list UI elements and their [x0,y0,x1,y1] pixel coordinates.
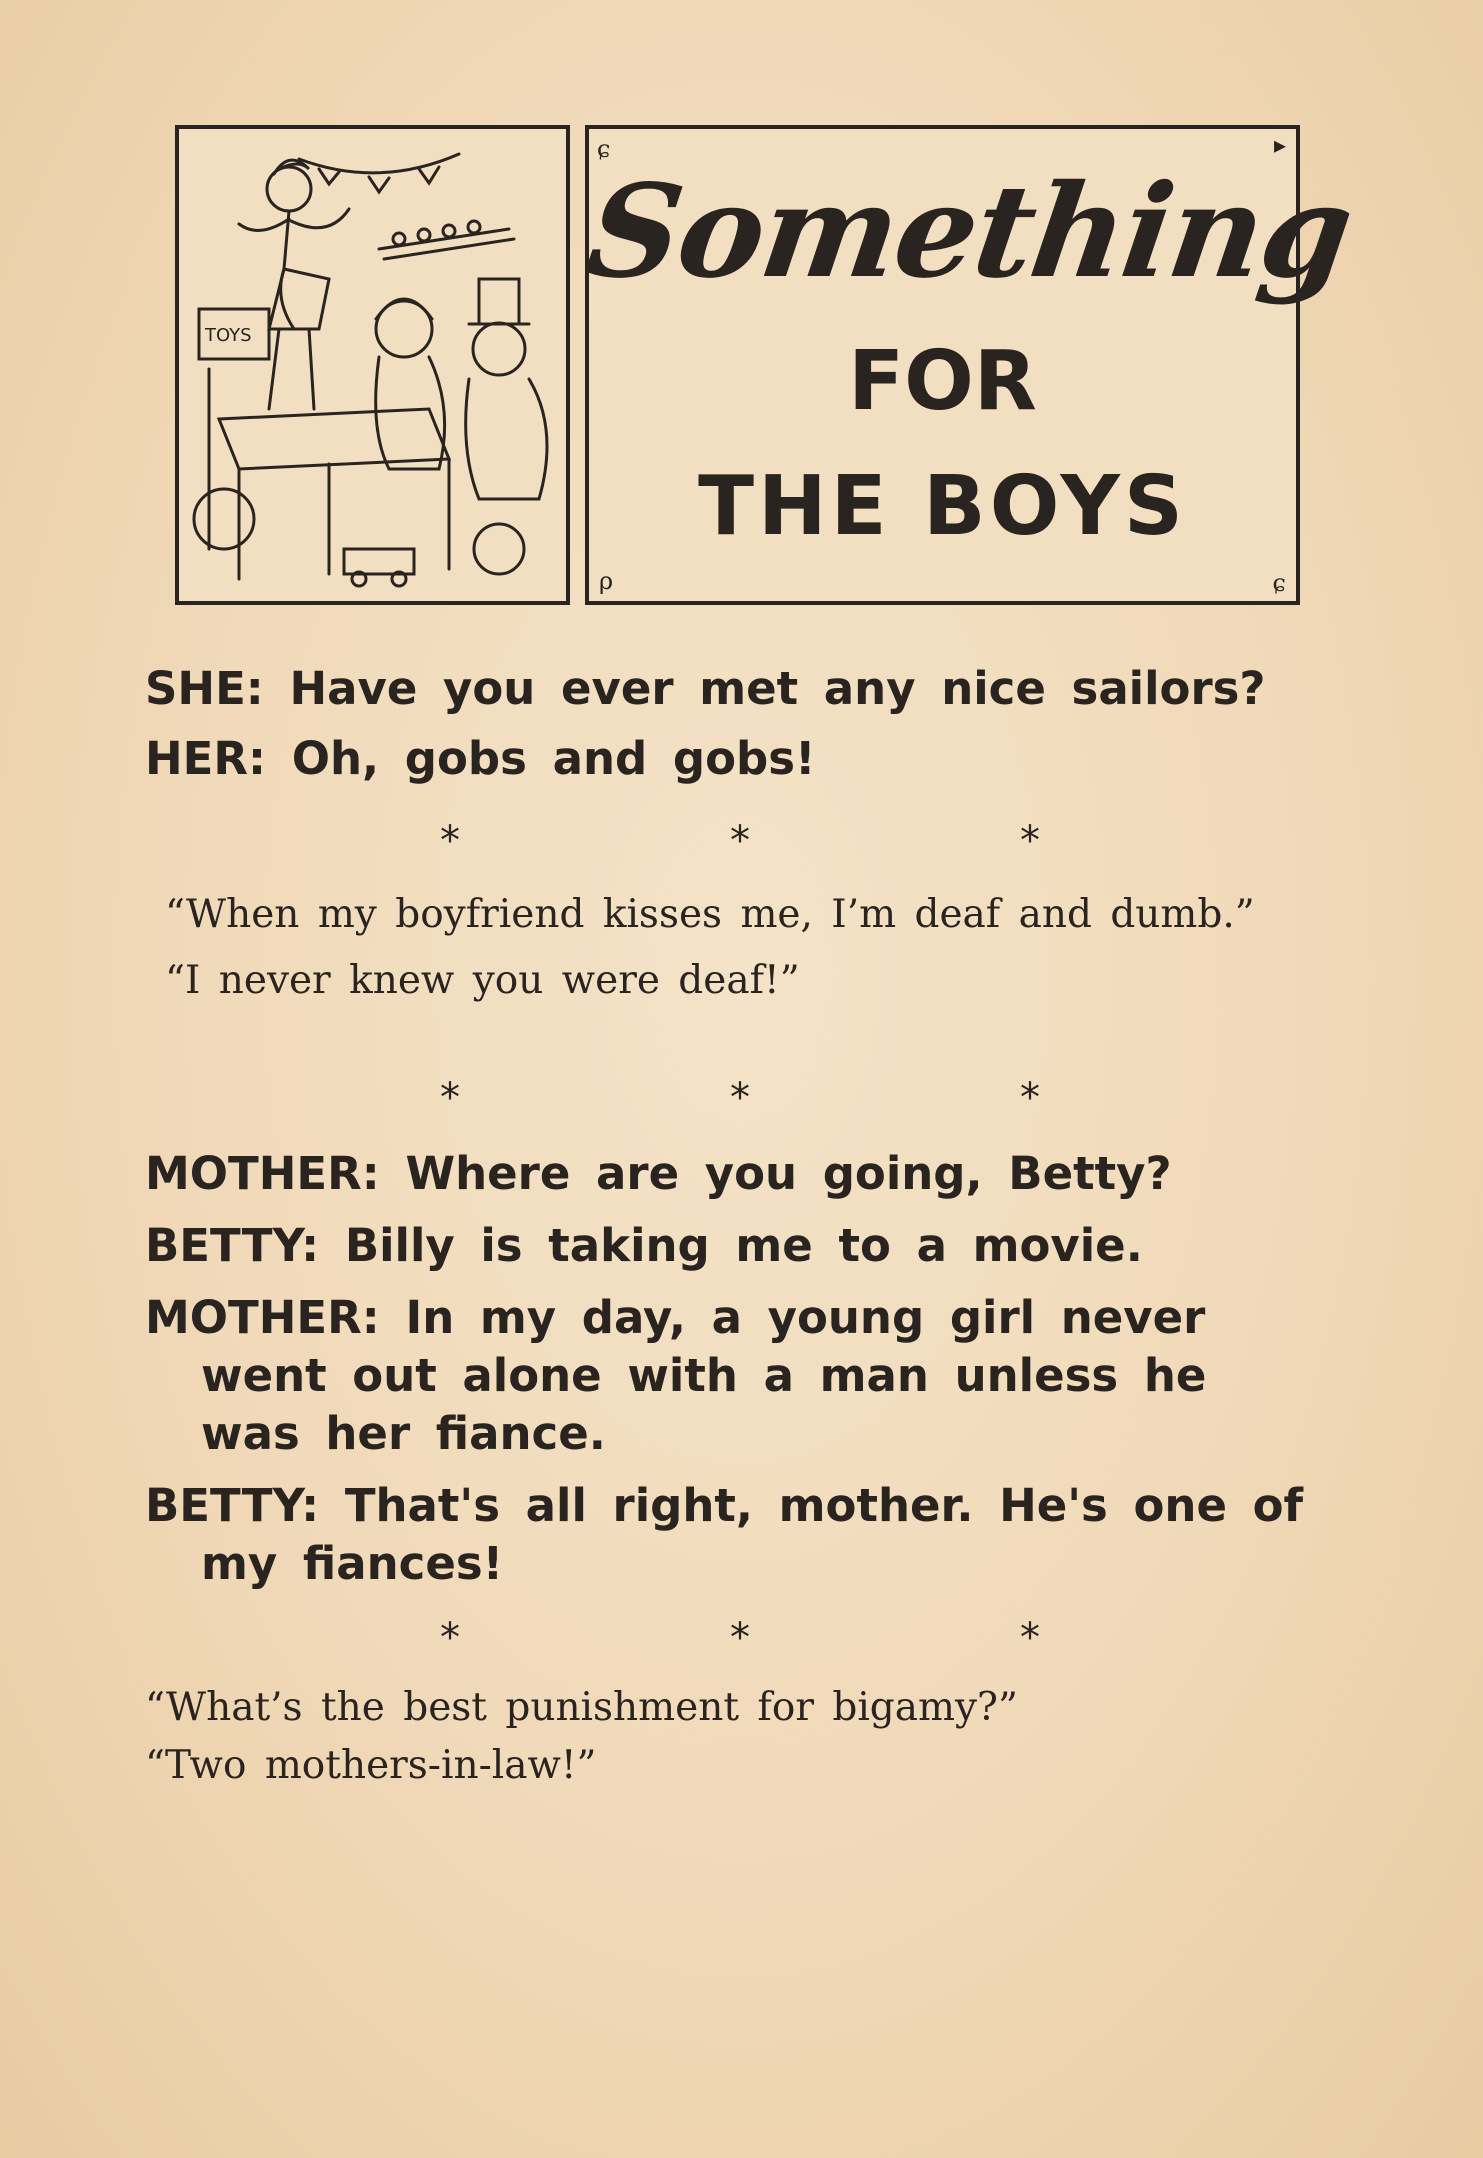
separator-star: * [1020,818,1040,864]
dialogue-text: Oh, gobs and gobs! [291,732,816,785]
separator-star: * [1020,1075,1040,1121]
cartoon-panel [175,125,570,605]
separator-stars [440,818,1040,864]
separator-star: * [440,818,460,864]
toys-sign-label: TOYS [205,325,252,346]
dialogue-line [145,730,1325,788]
corner-ornament-top-left: ɕ [597,135,611,163]
title-script: Something [578,157,1360,307]
title-panel [578,125,1360,605]
quote-line: “Two mothers-in-law!” [145,1743,597,1788]
dialogue-line [145,1217,1325,1275]
dialogue-text: Where are you going, Betty? [405,1147,1172,1200]
speaker-label: SHE: [145,662,264,715]
joke-sailors [145,660,1325,788]
dialogue-text: Have you ever met any nice sailors? [289,662,1266,715]
quote-line: “When my boyfriend kisses me, I’m deaf and dumb.” [165,892,1255,937]
separator-star: * [730,1615,750,1661]
dialogue-text: That's all right, mother. He's one of my fiances! [201,1479,1304,1590]
speaker-label: MOTHER: [145,1291,380,1344]
corner-ornament-bottom-right: ɕ [1272,569,1286,597]
dialogue-line [145,1477,1325,1593]
joke-bigamy [145,1683,1325,1791]
separator-star: * [440,1615,460,1661]
separator-stars [440,1615,1040,1661]
dialogue-line [145,1145,1325,1203]
dialogue-line [145,660,1325,718]
cartoon-illustration [179,129,566,601]
corner-ornament-bottom-left: ρ [599,567,614,595]
title-for: FOR [848,334,1037,429]
dialogue-text: Billy is taking me to a movie. [344,1219,1143,1272]
speaker-label: MOTHER: [145,1147,380,1200]
quote-line: “I never knew you were deaf!” [165,958,800,1003]
title-the-boys: THE BOYS [698,459,1187,554]
separator-star: * [1020,1615,1040,1661]
quote-line: “What’s the best punishment for bigamy?” [145,1685,1018,1730]
dialogue-line [145,1289,1325,1463]
separator-star: * [440,1075,460,1121]
separator-star: * [730,1075,750,1121]
speaker-label: BETTY: [145,1479,320,1532]
joke-fiance [145,1145,1325,1593]
joke-deaf [165,890,1325,1006]
dialogue-text: In my day, a young girl never went out alone with a man unless he was her fiance. [201,1291,1207,1460]
separator-stars [440,1075,1040,1121]
separator-star: * [730,818,750,864]
corner-ornament-top-right: ▸ [1273,131,1286,159]
speaker-label: BETTY: [145,1219,320,1272]
speaker-label: HER: [145,732,267,785]
